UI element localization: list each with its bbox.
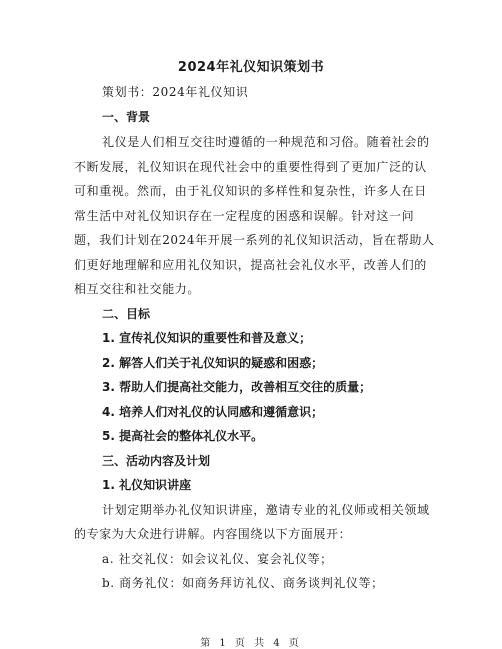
document-title: 2024年礼仪知识策划书 xyxy=(177,60,325,75)
goal-item: 4. 培养人们对礼仪的认同感和遵循意识； xyxy=(102,405,324,419)
paragraph-line: 不断发展，礼仪知识在现代社会中的重要性得到了更加广泛的认 xyxy=(74,160,427,174)
section-heading-background: 一、背景 xyxy=(102,110,151,124)
list-item: a. 社交礼仪：如会议礼仪、宴会礼仪等； xyxy=(102,552,333,566)
paragraph-line: 可和重视。然而，由于礼仪知识的多样性和复杂性，许多人在日 xyxy=(74,184,427,198)
goal-item: 5. 提高社会的整体礼仪水平。 xyxy=(102,429,264,443)
paragraph-line: 们更好地理解和应用礼仪知识，提高社会礼仪水平，改善人们的 xyxy=(74,258,427,272)
paragraph-line: 题，我们计划在2024年开展一系列的礼仪知识活动，旨在帮助人 xyxy=(74,233,435,247)
section-heading-activities: 三、活动内容及计划 xyxy=(102,454,211,468)
goal-item: 3. 帮助人们提高社交能力，改善相互交往的质量； xyxy=(102,380,372,394)
subsection-heading-lectures: 1. 礼仪知识讲座 xyxy=(102,478,192,492)
paragraph-line: 计划定期举办礼仪知识讲座，邀请专业的礼仪师或相关领域 xyxy=(102,503,430,517)
paragraph-line: 礼仪是人们相互交往时遵循的一种规范和习俗。随着社会的 xyxy=(102,135,430,149)
page-footer: 第 1 页 共 4 页 xyxy=(200,638,302,649)
paragraph-line: 常生活中对礼仪知识存在一定程度的困惑和误解。针对这一问 xyxy=(74,209,415,223)
goal-item: 1. 宣传礼仪知识的重要性和普及意义； xyxy=(102,331,312,345)
goal-item: 2. 解答人们关于礼仪知识的疑惑和困惑； xyxy=(102,356,324,370)
section-heading-goals: 二、目标 xyxy=(102,307,151,321)
planner-line: 策划书：2024年礼仪知识 xyxy=(102,85,249,99)
paragraph-line: 的专家为大众进行讲解。内容围绕以下方面展开： xyxy=(74,527,352,541)
list-item: b. 商务礼仪：如商务拜访礼仪、商务谈判礼仪等； xyxy=(102,576,384,590)
paragraph-line: 相互交往和社交能力。 xyxy=(74,282,201,296)
